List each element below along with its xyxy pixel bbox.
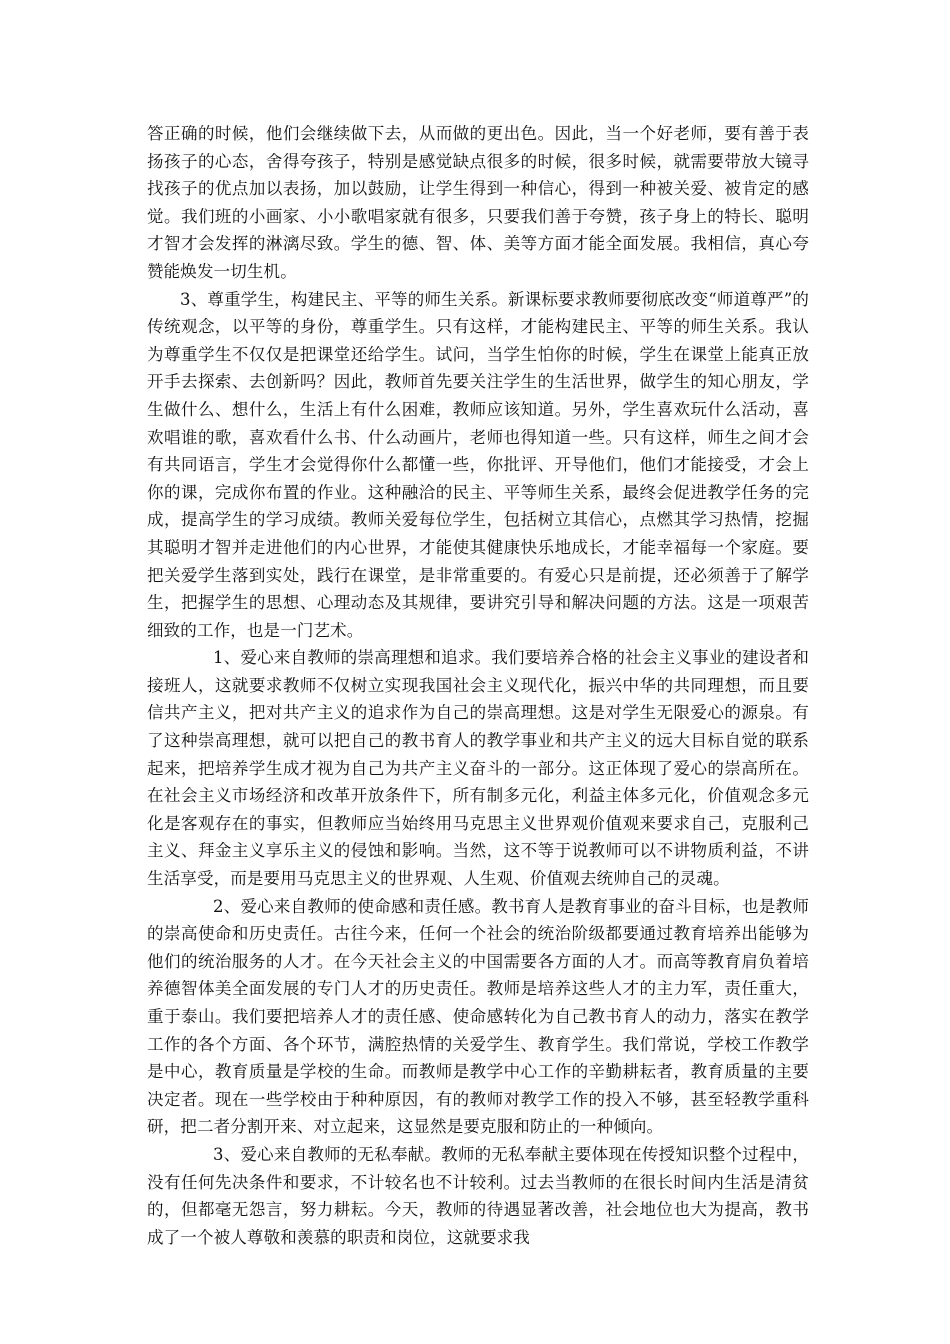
paragraph-love-from-dedication: 3、爱心来自教师的无私奉献。教师的无私奉献主要体现在传授知识整个过程中，没有任何先决条件和要求，不计较名也不计较利。过去当教师的在很长时间内生活是清贫的，但都毫无怨言，努力耕耘。今天，教师的待遇显著改善，社会地位也大为提高，教书成了一个被人尊敬和羡慕的职责和岗位，这就要求我	[147, 1144, 809, 1247]
document-body	[147, 120, 809, 1251]
paragraph-respect-students: 3、尊重学生，构建民主、平等的师生关系。新课标要求教师要彻底改变“师道尊严”的传统观念，以平等的身份，尊重学生。只有这样，才能构建民主、平等的师生关系。我认为尊重学生不仅仅是把课堂还给学生。试问，当学生怕你的时候，学生在课堂上能真正放开手去探索、去创新吗？因此，教师首先要关注学生的生活世界，做学生的知心朋友，学生做什么、想什么，生活上有什么困难，教师应该知道。另外，学生喜欢玩什么活动，喜欢唱谁的歌，喜欢看什么书、什么动画片，老师也得知道一些。只有这样，师生之间才会有共同语言，学生才会觉得你什么都懂一些，你批评、开导他们，他们才能接受，才会上你的课，完成你布置的作业。这种融洽的民主、平等师生关系，最终会促进教学任务的完成，提高学生的学习成绩。教师关爱每位学生，包括树立其信心，点燃其学习热情，挖掘其聪明才智并走进他们的内心世界，才能使其健康快乐地成长，才能幸福每一个家庭。要把关爱学生落到实处，践行在课堂，是非常重要的。有爱心只是前提，还必须善于了解学生，把握学生的思想、心理动态及其规律，要讲究引导和解决问题的方法。这是一项艰苦细致的工作，也是一门艺术。	[147, 289, 809, 640]
paragraph-praise-conclusion: 答正确的时候，他们会继续做下去，从而做的更出色。因此，当一个好老师，要有善于表扬孩子的心态，舍得夸孩子，特别是感觉缺点很多的时候，很多时候，就需要带放大镜寻找孩子的优点加以表扬，加以鼓励，让学生得到一种信心，得到一种被关爱、被肯定的感觉。我们班的小画家、小小歌唱家就有很多，只要我们善于夸赞，孩子身上的特长、聪明才智才会发挥的淋漓尽致。学生的德、智、体、美等方面才能全面发展。我相信，真心夸赞能焕发一切生机。	[147, 124, 809, 281]
paragraph-love-from-mission: 2、爱心来自教师的使命感和责任感。教书育人是教育事业的奋斗目标，也是教师的崇高使命和历史责任。古往今来，任何一个社会的统治阶级都要通过教育培养出能够为他们的统治服务的人才。在今天社会主义的中国需要各方面的人才。而高等教育肩负着培养德智体美全面发展的专门人才的历史责任。教师是培养这些人才的主力军，责任重大，重于泰山。我们要把培养人才的责任感、使命感转化为自己教书育人的动力，落实在教学工作的各个方面、各个环节，满腔热情的关爱学生、教育学生。我们常说，学校工作教学是中心，教育质量是学校的生命。而教师是教学中心工作的辛勤耕耘者，教育质量的主要决定者。现在一些学校由于种种原因，有的教师对教学工作的投入不够，甚至轻教学重科研，把二者分割开来、对立起来，这显然是要克服和防止的一种倾向。	[147, 896, 809, 1137]
paragraph-love-from-ideals: 1、爱心来自教师的崇高理想和追求。我们要培养合格的社会主义事业的建设者和接班人，这就要求教师不仅树立实现我国社会主义现代化，振兴中华的共同理想，而且要信共产主义，把对共产主义的追求作为自己的崇高理想。这是对学生无限爱心的源泉。有了这种崇高理想，就可以把自己的教书育人的教学事业和共产主义的远大目标自觉的联系起来，把培养学生成才视为自己为共产主义奋斗的一部分。这正体现了爱心的崇高所在。在社会主义市场经济和改革开放条件下，所有制多元化，利益主体多元化，价值观念多元化是客观存在的事实，但教师应当始终用马克思主义世界观价值观来要求自己，克服利己主义、拜金主义享乐主义的侵蚀和影响。当然，这不等于说教师可以不讲物质利益，不讲生活享受，而是要用马克思主义的世界观、人生观、价值观去统帅自己的灵魂。	[147, 648, 809, 889]
